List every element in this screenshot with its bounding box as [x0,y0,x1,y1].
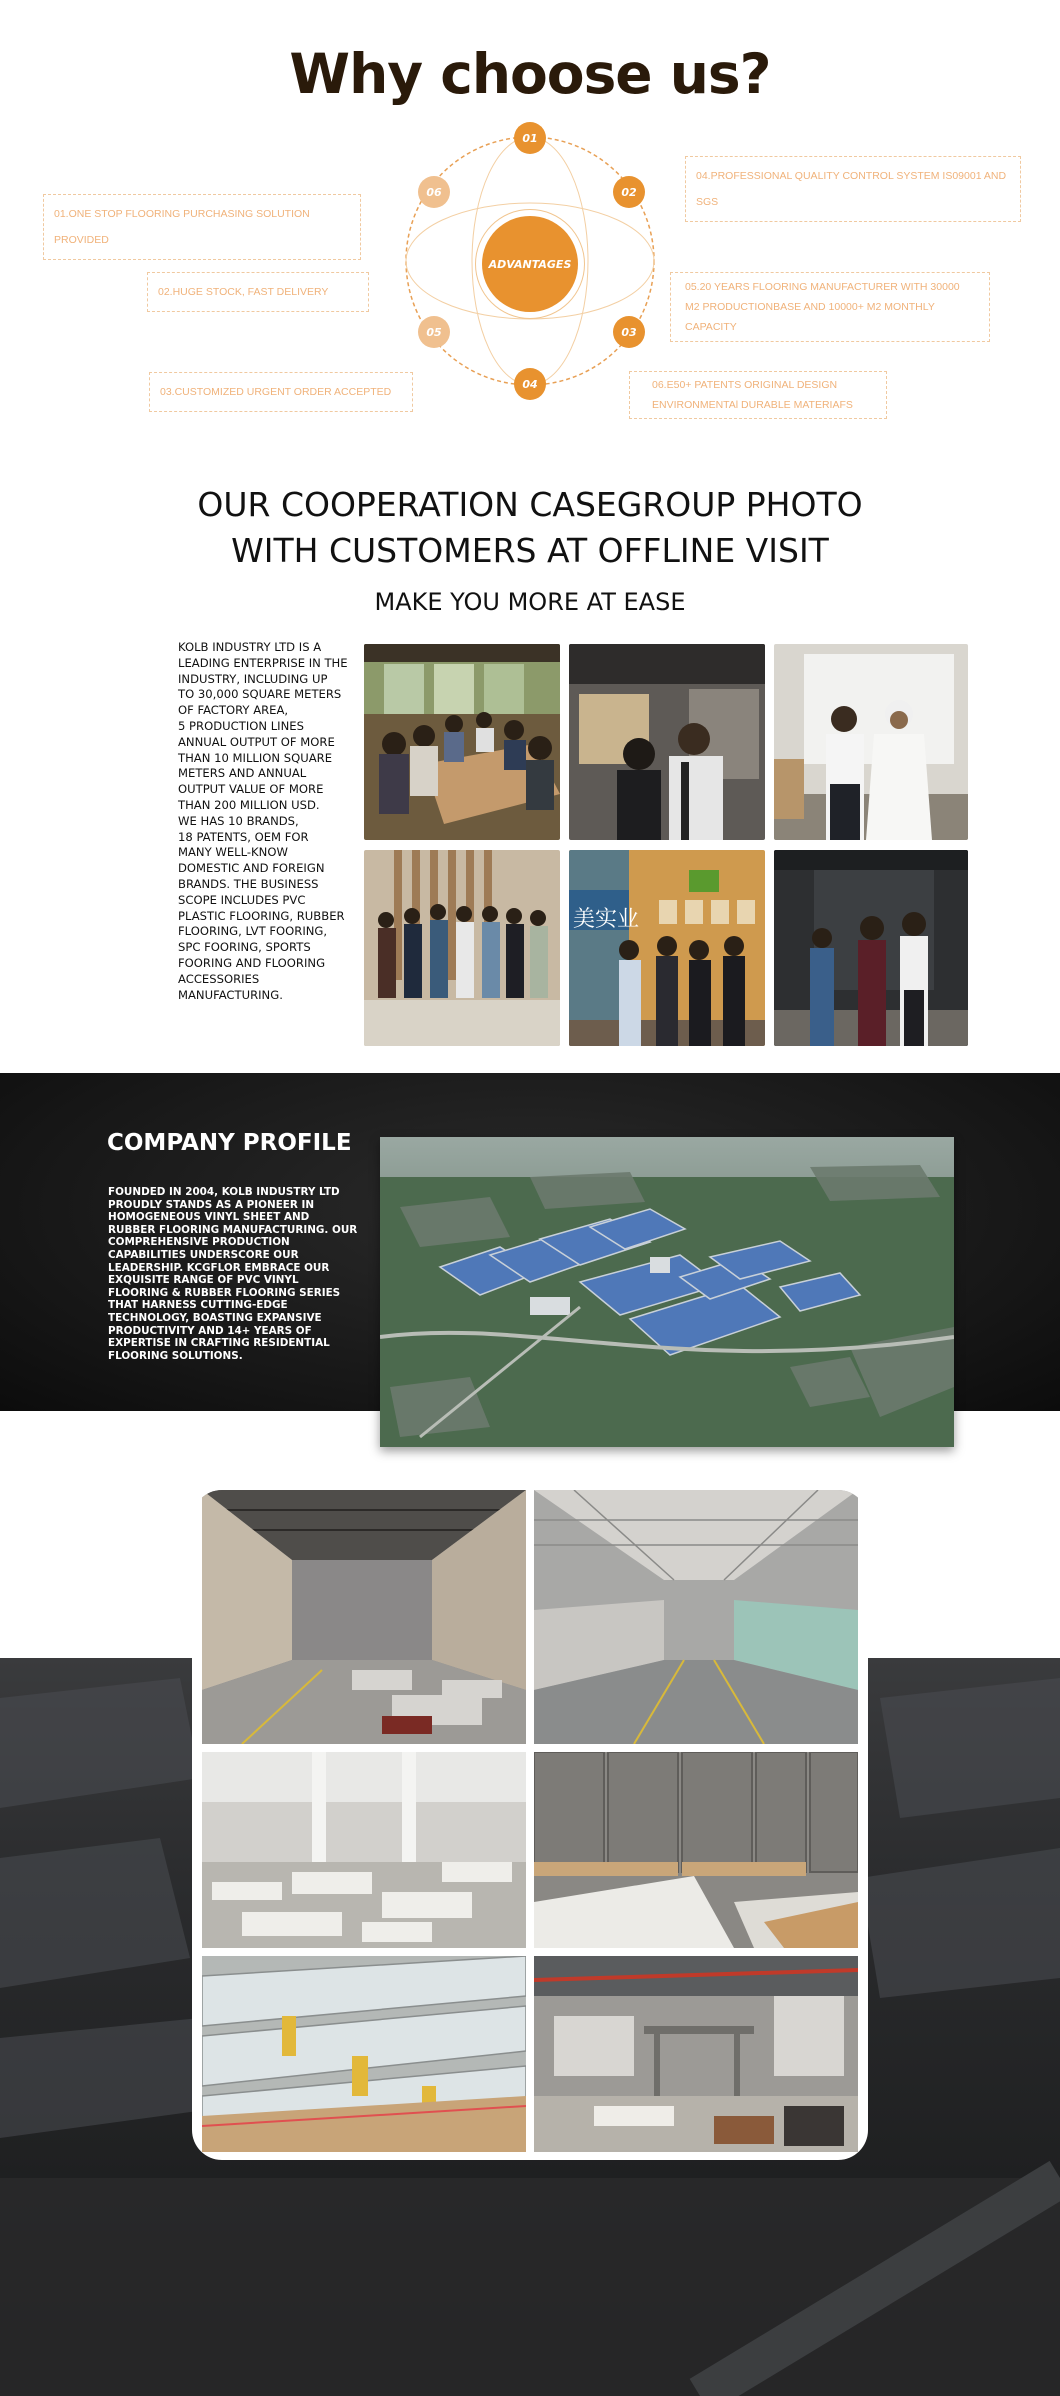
factory-photo-grid [192,1490,868,2160]
advantage-03: 03.CUSTOMIZED URGENT ORDER ACCEPTED [149,372,413,412]
advantage-04: 04.PROFESSIONAL QUALITY CONTROL SYSTEM IS09001 AND SGS [685,156,1021,222]
profile-title: COMPANY PROFILE [107,1130,352,1156]
sign-text: 美实业 [573,907,640,932]
customer-photo-3 [774,644,968,840]
advantage-01: 01.ONE STOP FLOORING PURCHASING SOLUTION PROVIDED [43,194,361,260]
node-05: 05 [418,316,450,348]
customer-photo-1 [364,644,560,840]
customer-photo-4 [364,850,560,1046]
customer-photo-6 [774,850,968,1046]
factory-aerial-photo [380,1137,954,1447]
node-02: 02 [613,176,645,208]
factory-photo-2 [534,1490,858,1744]
cooperation-title [0,482,1060,574]
customer-photo-2 [569,644,765,840]
factory-photo-1 [202,1490,526,1744]
cooperation-description: KOLB INDUSTRY LTD IS A LEADING ENTERPRISE IN THE INDUSTRY, INCLUDING UP TO 30,000 SQUARE METERS OF FACTORY AREA, 5 PRODUCTION LINES ANNUAL OUTPUT OF MORE THAN 10 MILLION SQUARE METERS AND ANNUAL OUTPUT VALUE OF MORE THAN 200 MILLION USD. WE HAS 10 BRANDS, 18 PATENTS, OEM FOR MANY WELL-KNOW DOMESTIC AND FOREIGN BRANDS. THE BUSINESS SCOPE INCLUDES PVC PLASTIC FLOORING, RUBBER FLOORING, LVT FOORING, SPC FOORING, SPORTS FOORING AND FLOORING ACCESSORIES MANUFACTURING. [178,640,348,1002]
factory-photo-5 [202,1956,526,2152]
cooperation-title-line2: WITH CUSTOMERS AT OFFLINE VISIT [231,531,829,570]
why-title: Why choose us? [289,42,771,106]
node-03: 03 [613,316,645,348]
node-06: 06 [418,176,450,208]
advantage-02: 02.HUGE STOCK, FAST DELIVERY [147,272,369,312]
advantages-center: ADVANTAGES [482,216,578,312]
factory-photo-4 [534,1752,858,1948]
profile-description: FOUNDED IN 2004, KOLB INDUSTRY LTD PROUDLY STANDS AS A PIONEER IN HOMOGENEOUS VINYL SHEET AND RUBBER FLOORING MANUFACTURING. OUR COMPREHENSIVE PRODUCTION CAPABILITIES UNDERSCORE OUR LEADERSHIP. KCGFLOR EMBRACE OUR EXQUISITE RANGE OF PVC VINYL FLOORING & RUBBER FLOORING SERIES THAT HARNESS CUTTING-EDGE TECHNOLOGY, BOASTING EXPANSIVE PRODUCTIVITY AND 14+ YEARS OF EXPERTISE IN CRAFTING RESIDENTIAL FLOORING SOLUTIONS. [108,1186,358,1362]
cooperation-title-line1: OUR COOPERATION CASEGROUP PHOTO [197,485,863,524]
grid-gutter-vertical [526,1490,534,2160]
customer-photo-5 [569,850,765,1046]
factory-photo-6 [534,1956,858,2152]
advantage-06: 06.E50+ PATENTS ORIGINAL DESIGN ENVIRONMENTAl DURABLE MATERIAFS [629,371,887,419]
node-01: 01 [514,122,546,154]
advantage-05: 05.20 YEARS FLOORING MANUFACTURER WITH 30000 M2 PRODUCTIONBASE AND 10000+ M2 MONTHLY CAPACITY [670,272,990,342]
factory-photo-3 [202,1752,526,1948]
node-04: 04 [514,368,546,400]
cooperation-subtitle: MAKE YOU MORE AT EASE [374,588,686,616]
advantages-diagram [400,126,660,396]
why-choose-us-section [0,0,1060,440]
